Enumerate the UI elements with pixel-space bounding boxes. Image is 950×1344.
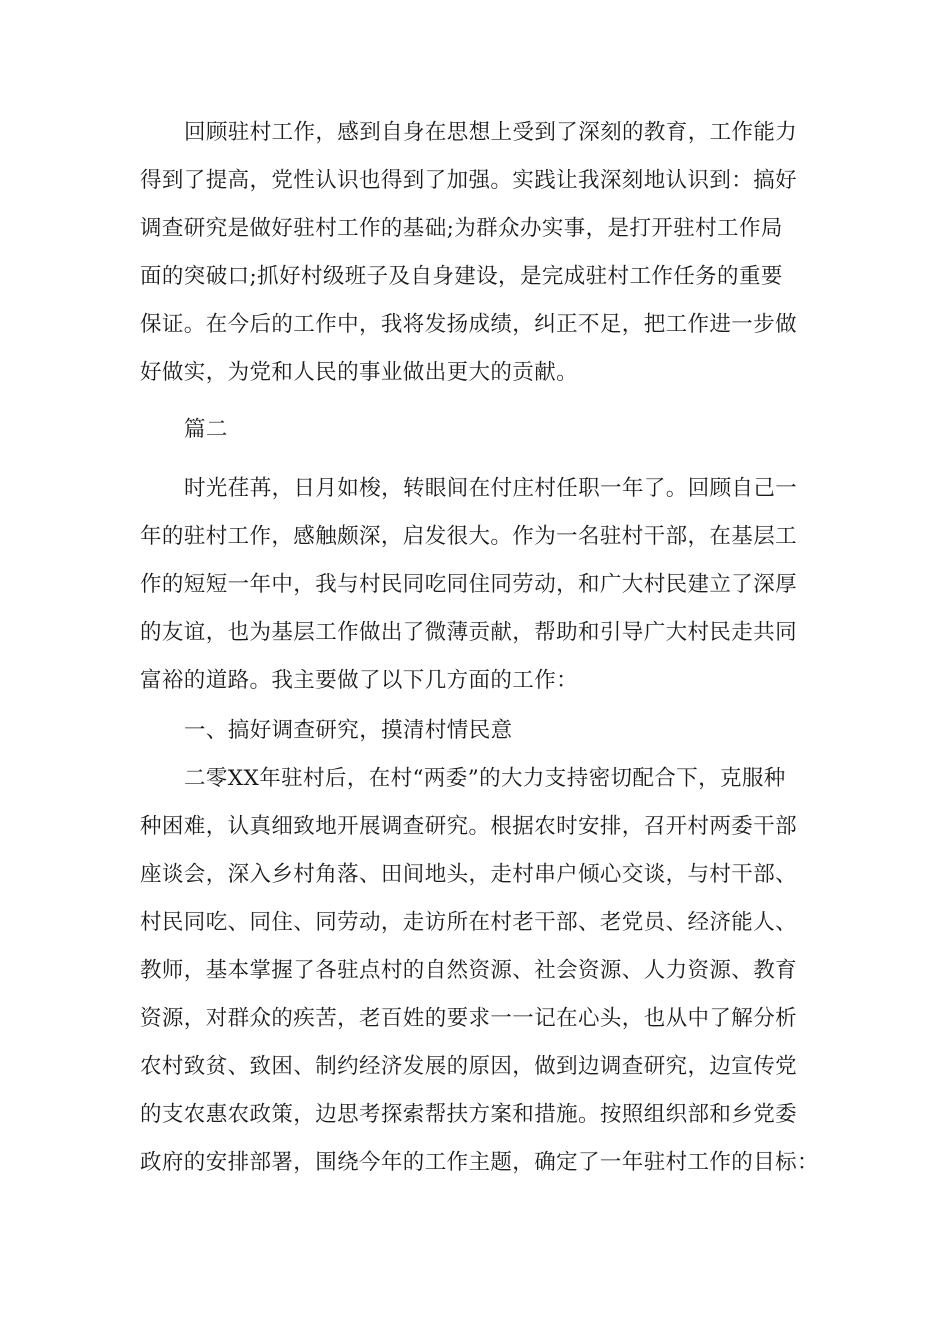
paragraph-line: 二零XX年驻村后，在村“两委”的大力支持密切配合下，克服种 (184, 766, 786, 791)
paragraph-line: 的支农惠农政策，边思考探索帮扶方案和措施。按照组织部和乡党委 (140, 1102, 798, 1127)
paragraph-line: 得到了提高，党性认识也得到了加强。实践让我深刻地认识到：搞好 (140, 168, 798, 193)
paragraph-line: 的友谊，也为基层工作做出了微薄贡献，帮助和引导广大村民走共同 (140, 620, 798, 645)
paragraph-line: 时光荏苒，日月如梭，转眼间在付庄村任职一年了。回顾自己一 (184, 476, 798, 501)
paragraph-line: 教师，基本掌握了各驻点村的自然资源、社会资源、人力资源、教育 (140, 958, 798, 983)
paragraph-line: 面的突破口;抓好村级班子及自身建设，是完成驻村工作任务的重要 (140, 264, 783, 289)
paragraph-line: 农村致贫、致困、制约经济发展的原因，做到边调查研究，边宣传党 (140, 1054, 798, 1079)
paragraph-line: 村民同吃、同住、同劳动，走访所在村老干部、老党员、经济能人、 (140, 910, 798, 935)
section-heading: 篇二 (184, 417, 228, 442)
paragraph-line: 作的短短一年中，我与村民同吃同住同劳动，和广大村民建立了深厚 (140, 572, 798, 597)
paragraph-line: 回顾驻村工作，感到自身在思想上受到了深刻的教育，工作能力 (184, 120, 798, 145)
paragraph-line: 保证。在今后的工作中，我将发扬成绩，纠正不足，把工作进一步做 (140, 312, 798, 337)
paragraph-line: 种困难，认真细致地开展调查研究。根据农时安排，召开村两委干部 (140, 814, 798, 839)
paragraph-line: 调查研究是做好驻村工作的基础;为群众办实事，是打开驻村工作局 (140, 216, 783, 241)
paragraph-line: 政府的安排部署，围绕今年的工作主题，确定了一年驻村工作的目标： (140, 1150, 819, 1175)
paragraph-line: 富裕的道路。我主要做了以下几方面的工作： (140, 668, 579, 693)
subsection-heading: 一、搞好调查研究，摸清村情民意 (184, 718, 513, 743)
paragraph-line: 年的驻村工作，感触颇深，启发很大。作为一名驻村干部，在基层工 (140, 524, 798, 549)
paragraph-line: 好做实，为党和人民的事业做出更大的贡献。 (140, 360, 579, 385)
paragraph-line: 资源，对群众的疾苦，老百姓的要求一一记在心头，也从中了解分析 (140, 1006, 798, 1031)
paragraph-line: 座谈会，深入乡村角落、田间地头，走村串户倾心交谈，与村干部、 (140, 862, 798, 887)
